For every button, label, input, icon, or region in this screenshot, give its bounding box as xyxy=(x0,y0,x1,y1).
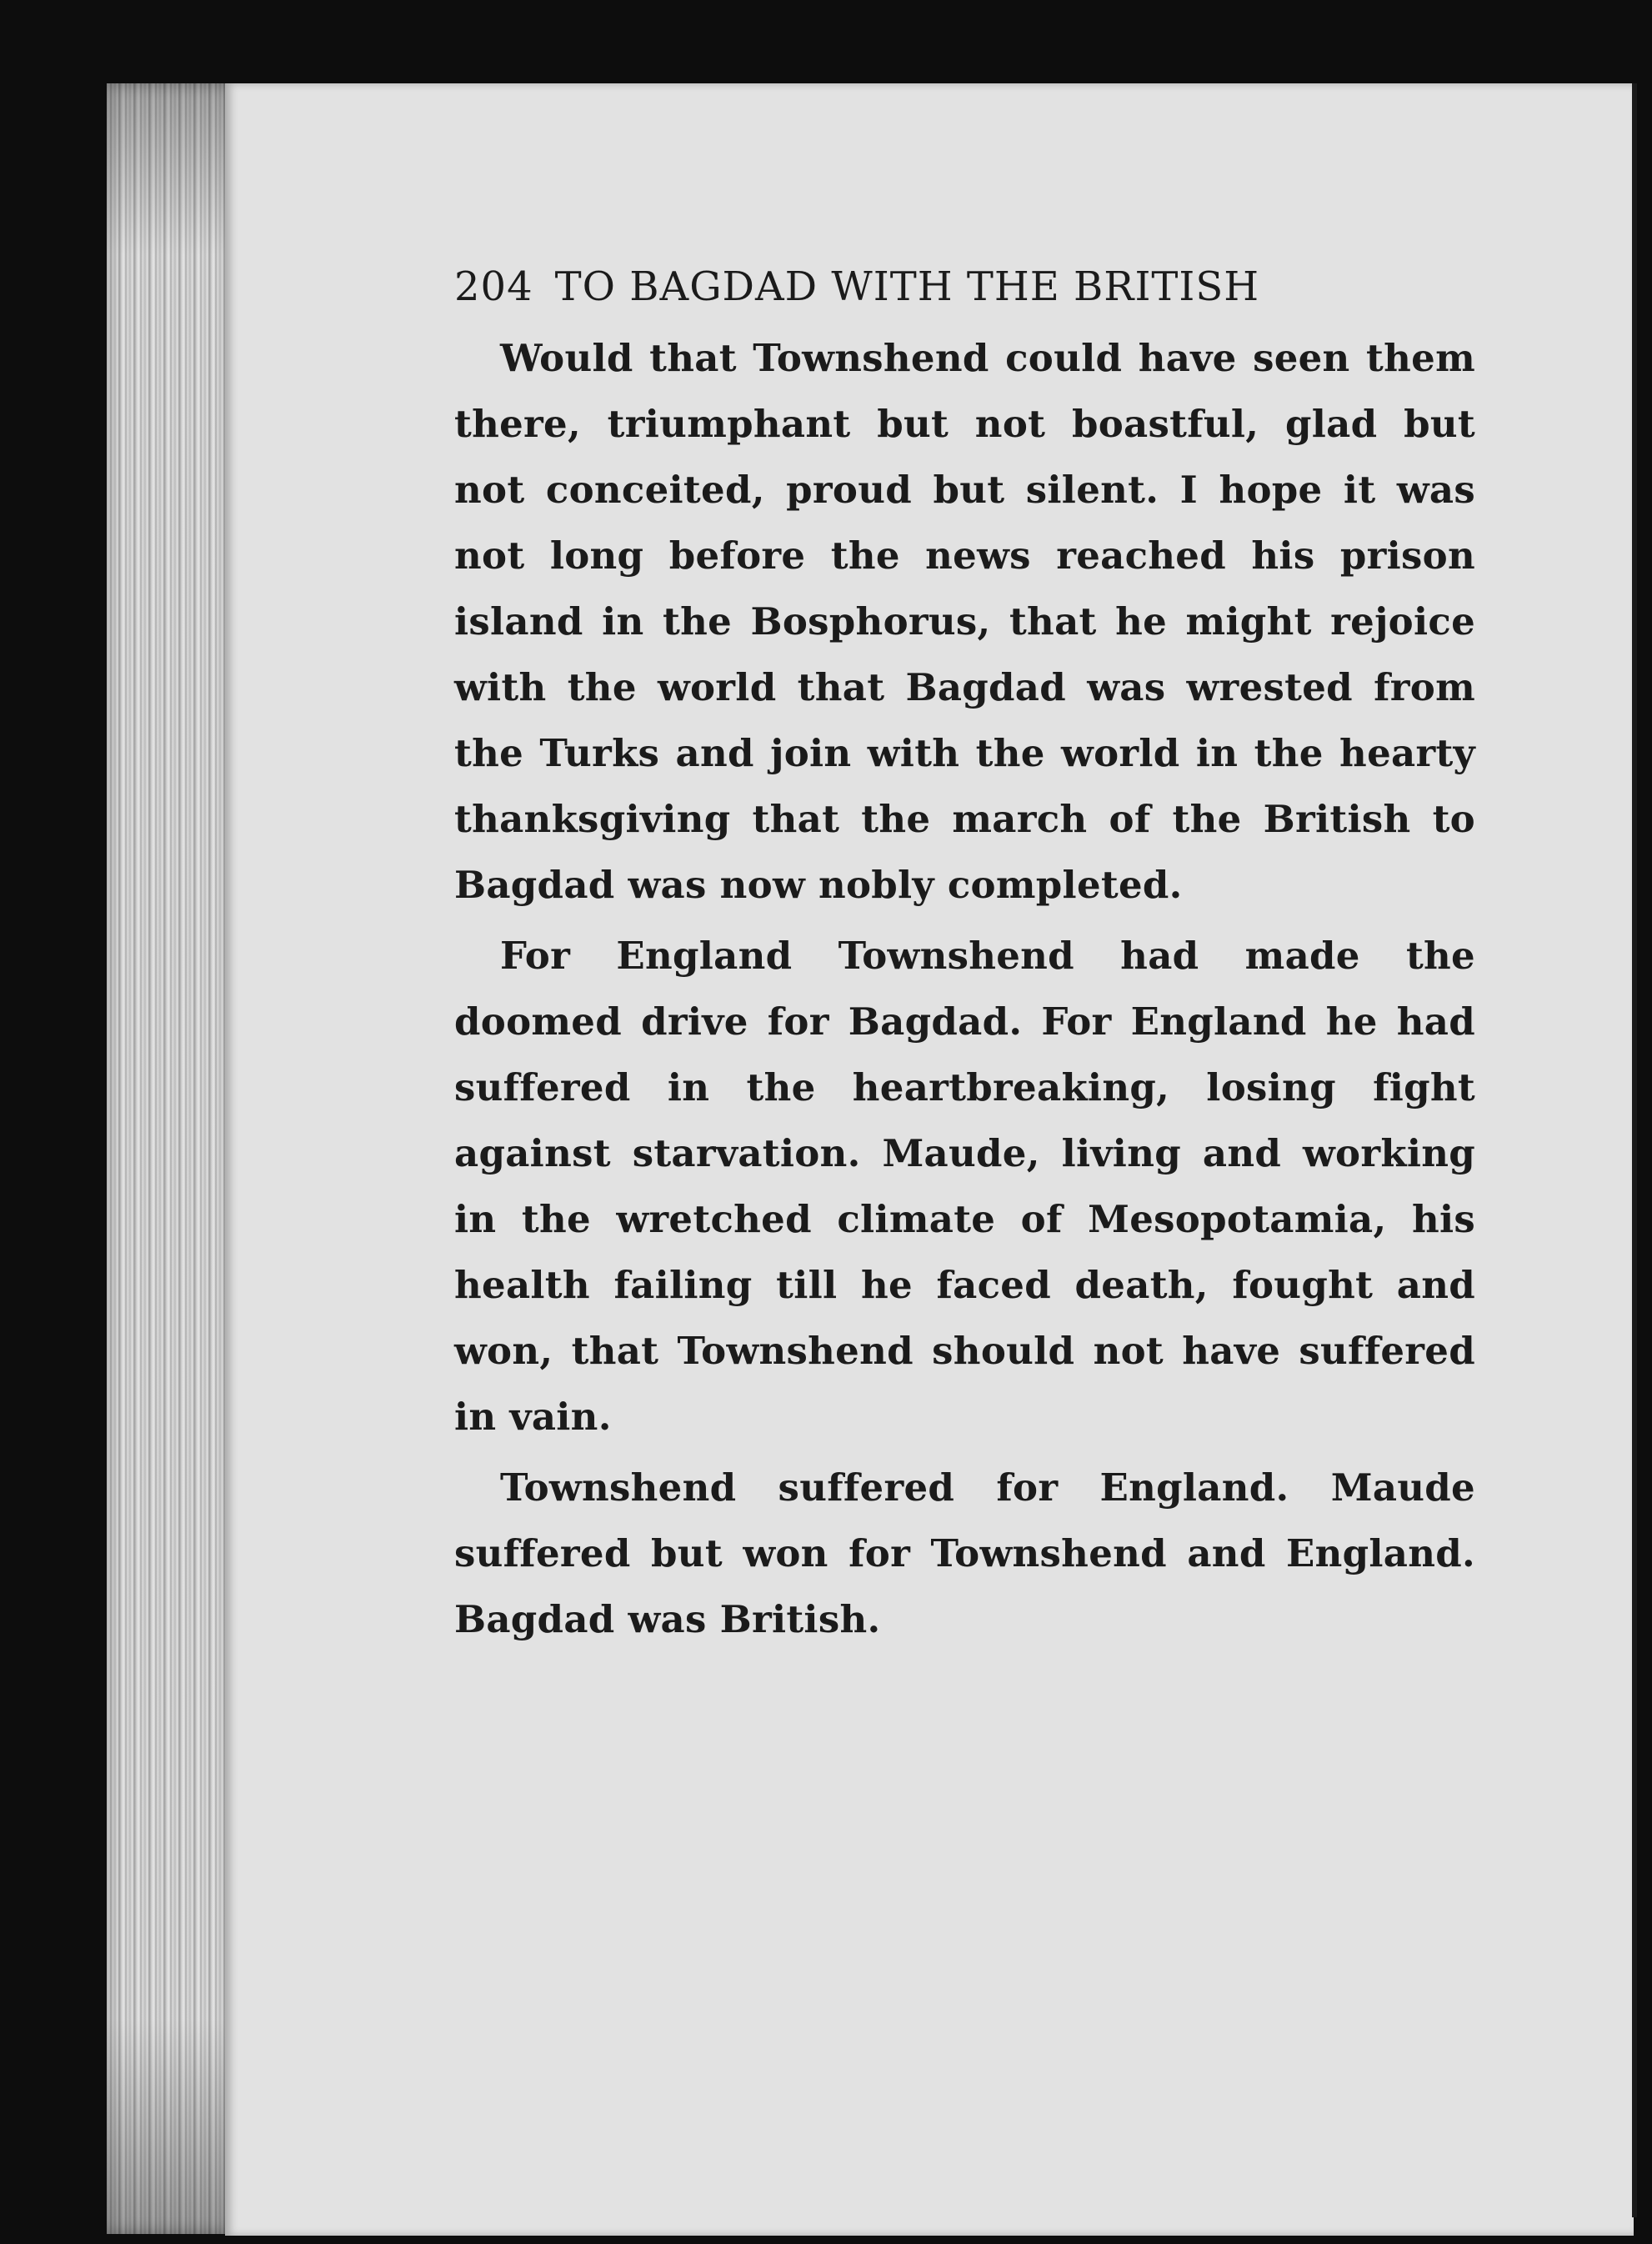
paragraph-1: Would that Townshend could have seen them there, triumphant but not boastful, glad but not conceited, proud but silent. I hope it was not long before the news reached his prison island in the Bosphorus, that he might rejoice with the world that Bagdad was wrested from the Turks and join with the world in the hearty thanksgiving that the march of the British to Bagdad was now nobly completed. xyxy=(454,336,1475,907)
page-right-edge xyxy=(1632,83,1637,2217)
paragraph-3: Townshend suffered for England. Maude suffered but won for Townshend and England. Bagdad was British. xyxy=(454,1465,1475,1641)
book-page-edges xyxy=(107,83,232,2234)
running-head-title: TO BAGDAD WITH THE BRITISH xyxy=(554,263,1260,310)
running-head xyxy=(454,260,1475,313)
page-text-block xyxy=(454,260,1475,1657)
paragraph-2: For England Townshend had made the doomed drive for Bagdad. For England he had suffered in the heartbreaking, losing fight against starvation. Maude, living and working in the wretched climate of Mesopotamia, his health failing till he faced death, fought and won, that Townshend should not have suffered in vain. xyxy=(454,934,1475,1439)
page-number: 204 xyxy=(454,263,533,310)
